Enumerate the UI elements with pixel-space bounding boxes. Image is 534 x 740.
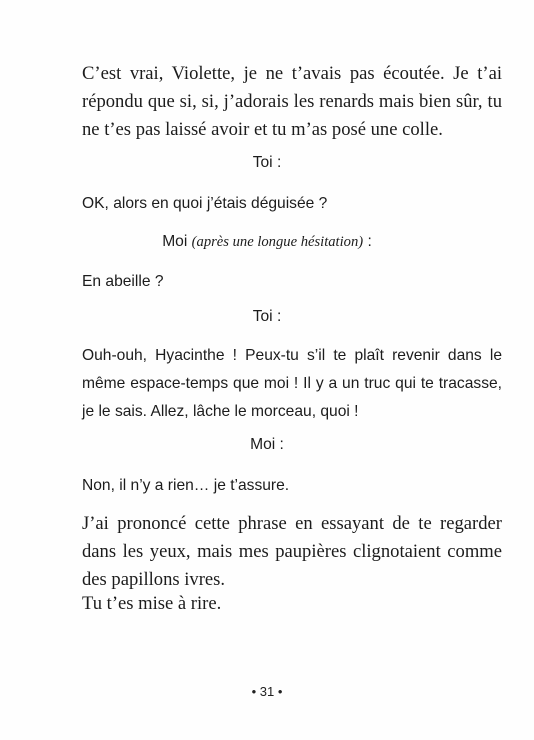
- page-number: • 31 •: [251, 684, 283, 699]
- speaker-label-toi-2: Toi :: [252, 308, 282, 325]
- speaker-label-moi-1: [0, 232, 534, 252]
- dialogue-line-1: OK, alors en quoi j’étais déguisée ?: [82, 195, 328, 212]
- speaker-label-moi-2: Moi :: [250, 436, 284, 453]
- speaker-label-toi-1: Toi :: [252, 154, 282, 171]
- speaker-colon: :: [363, 233, 372, 250]
- narration-paragraph-3: Tu t’es mise à rire.: [82, 593, 222, 614]
- dialogue-line-2: En abeille ?: [82, 273, 164, 290]
- speaker-name: Moi: [162, 233, 188, 250]
- narration-paragraph-1: C’est vrai, Violette, je ne t’avais pas écoutée. Je t’ai répondu que si, si, j’adorais les renards mais bien sûr, tu ne t’es pas laissé avoir et tu m’as posé une colle.: [82, 63, 502, 140]
- narration-paragraph-2: J’ai prononcé cette phrase en essayant de te regarder dans les yeux, mais mes paupières clignotaient comme des papillons ivres.: [82, 513, 502, 590]
- dialogue-line-4: Non, il n’y a rien… je t’assure.: [82, 477, 290, 494]
- stage-direction: (après une longue hésitation): [191, 234, 364, 250]
- dialogue-line-3: Ouh-ouh, Hyacinthe ! Peux-tu s’il te plaît revenir dans le même espace-temps que moi ! Il y a un truc qui te tracasse, je le sais. Allez, lâche le morceau, quoi !: [82, 347, 502, 420]
